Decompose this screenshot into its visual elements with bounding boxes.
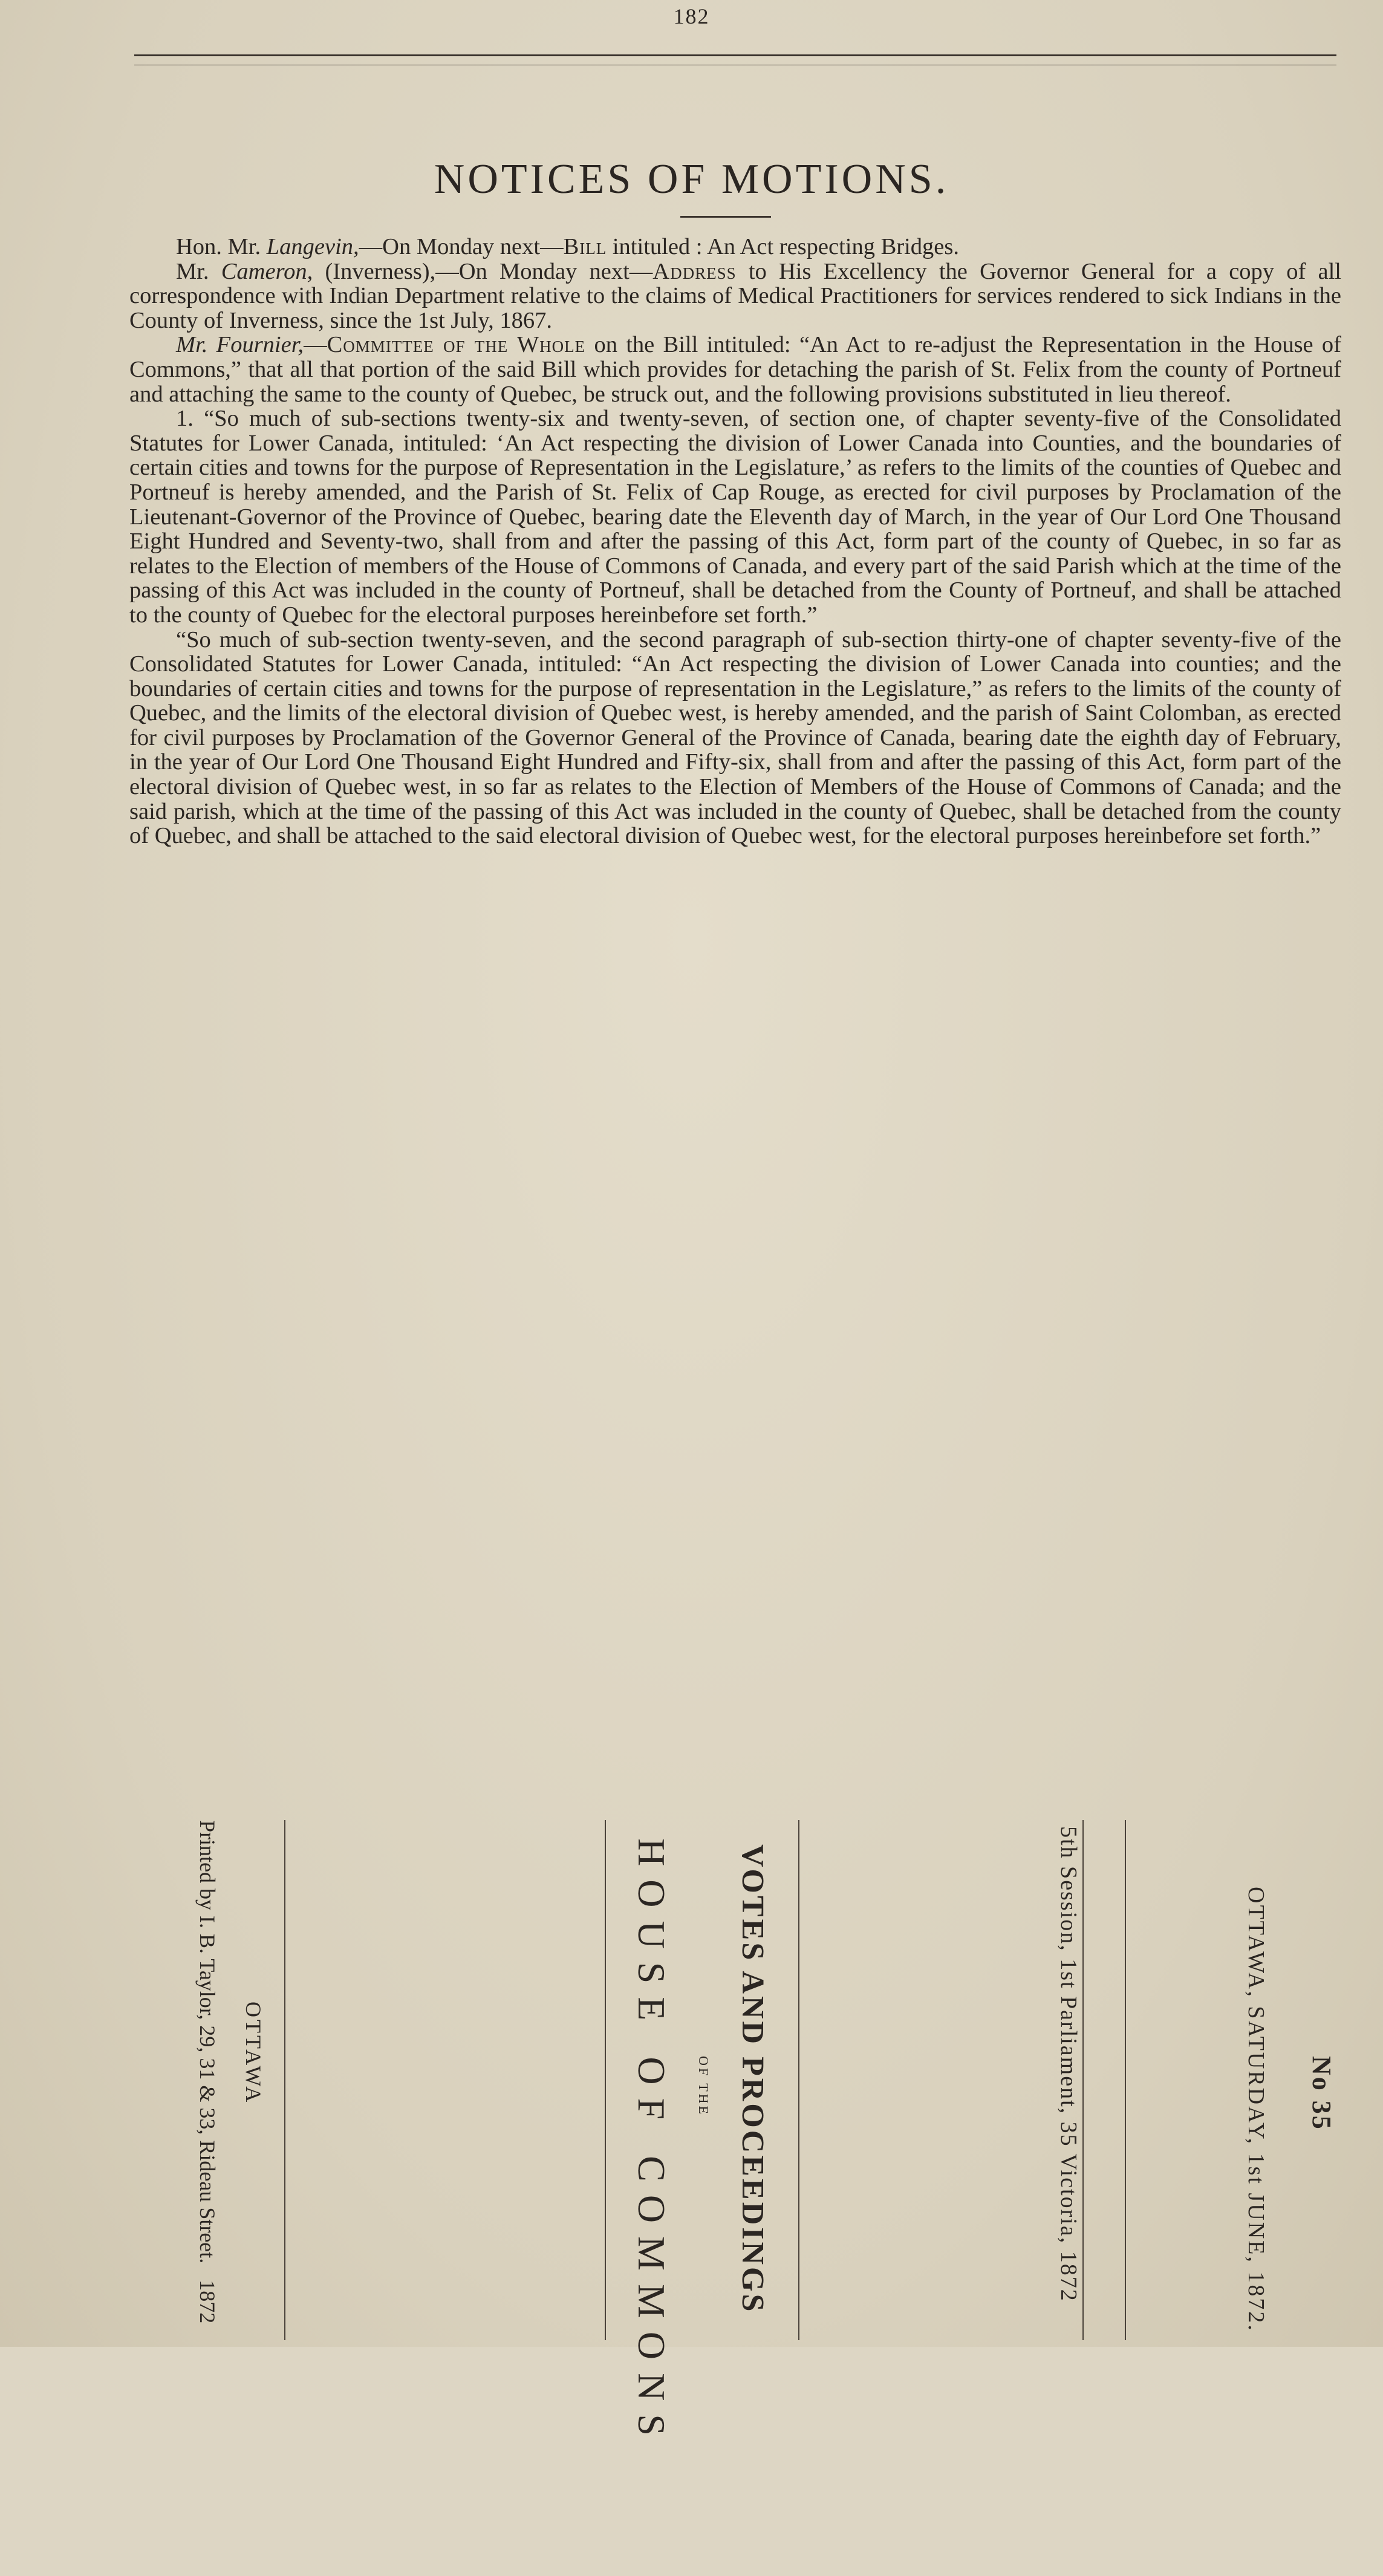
divider-line — [1125, 1820, 1126, 2340]
house-of-commons-title: HOUSE OF COMMONS — [630, 1838, 673, 2449]
divider-line — [798, 1820, 799, 2340]
date-line: OTTAWA, SATURDAY, 1st JUNE, 1872. — [1243, 1887, 1269, 2332]
imprint-year: 1872 — [195, 2280, 220, 2324]
header-rule — [134, 54, 1336, 65]
notices-body — [129, 235, 1341, 848]
page-title: NOTICES OF MOTIONS. — [434, 155, 949, 203]
notice-cameron: Mr. Cameron, (Inverness),—On Monday next—Address to His Excellency the Governor General for a copy of all correspondence with Indian Department relative to the claims of Medical Practitioners for services rendered to sick Indians in the County of Inverness, since the 1st July, 1867. — [129, 258, 1341, 333]
back-title-panel — [0, 1820, 1383, 2449]
page-number: 182 — [673, 4, 710, 28]
divider-line — [605, 1820, 606, 2340]
imprint-city: OTTAWA — [241, 2002, 265, 2105]
provision-two: “So much of sub-section twenty-seven, and the second paragraph of sub-section thirty-one of chapter seventy-five of the Consolidated Statutes for Lower Canada, intituled: “An Act respecting the division of Lower Canada into counties; and the boundaries of certain cities and towns for the purpose of representation in the Legislature,” as refers to the limits of the county of Quebec, and the limits of the electoral division of Quebec west, is hereby amended, and the parish of Saint Colomban, as erected for civil purposes by Proclamation of the Governor General of the Province of Canada, bearing date the eighth day of February, in the year of Our Lord One Thousand Eight Hundred and Fifty-six, shall from and after the passing of this Act, form part of the electoral division of Quebec west, in so far as relates to the Election of Members of the House of Commons of Canada; and the said parish, which at the time of the passing of this Act was included in the county of Quebec, shall be detached from the county of Quebec, and shall be attached to the said electoral division of Quebec west, for the electoral purposes hereinbefore set forth.” — [129, 626, 1341, 849]
of-the-label: OF THE — [696, 2056, 711, 2116]
issue-number: No 35 — [1307, 2056, 1336, 2131]
printer-imprint: Printed by I. B. Taylor, 29, 31 & 33, Rideau Street. 1872 — [195, 1820, 220, 2324]
session-line: 5th Session, 1st Parliament, 35 Victoria, 1872 — [1056, 1826, 1081, 2302]
provision-one: 1. “So much of sub-sections twenty-six and twenty-seven, of section one, of chapter seventy-five of the Consolidated Statutes for Lower Canada, intituled: ‘An Act respecting the division of Lower Canada into Counties, and the boundaries of certain cities and towns for the purpose of Representation in the Legislature,’ as refers to the limits of the counties of Quebec and Portneuf is hereby amended, and the Parish of St. Felix of Cap Rouge, as erected for civil purposes by Proclamation of the Lieutenant-Governor of the Province of Quebec, bearing date the Eleventh day of March, in the year of Our Lord One Thousand Eight Hundred and Seventy-two, shall from and after the passing of this Act, form part of the county of Quebec, in so far as relates to the Election of members of the House of Commons of Canada, and every part of the said Parish which at the time of the passing of this Act was included in the county of Portneuf, shall be detached from the County of Portneuf, and shall be attached to the county of Quebec for the electoral purposes hereinbefore set forth.” — [129, 406, 1341, 628]
votes-and-proceedings-title: VOTES AND PROCEEDINGS — [735, 1844, 770, 2314]
notice-fournier: Mr. Fournier,—Committee of the Whole on the Bill intituled: “An Act to re-adjust the Representation in the House of Commons,” that all that portion of the said Bill which provides for detaching the parish of St. Felix from the county of Portneuf and attaching the same to the county of Quebec, be struck out, and the following provisions substituted in lieu thereof. — [129, 332, 1341, 407]
notice-langevin: Hon. Mr. Langevin,—On Monday next—Bill intituled : An Act respecting Bridges. — [176, 234, 959, 259]
divider-line — [284, 1820, 285, 2340]
divider-line — [1082, 1820, 1084, 2340]
title-rule — [680, 216, 771, 218]
